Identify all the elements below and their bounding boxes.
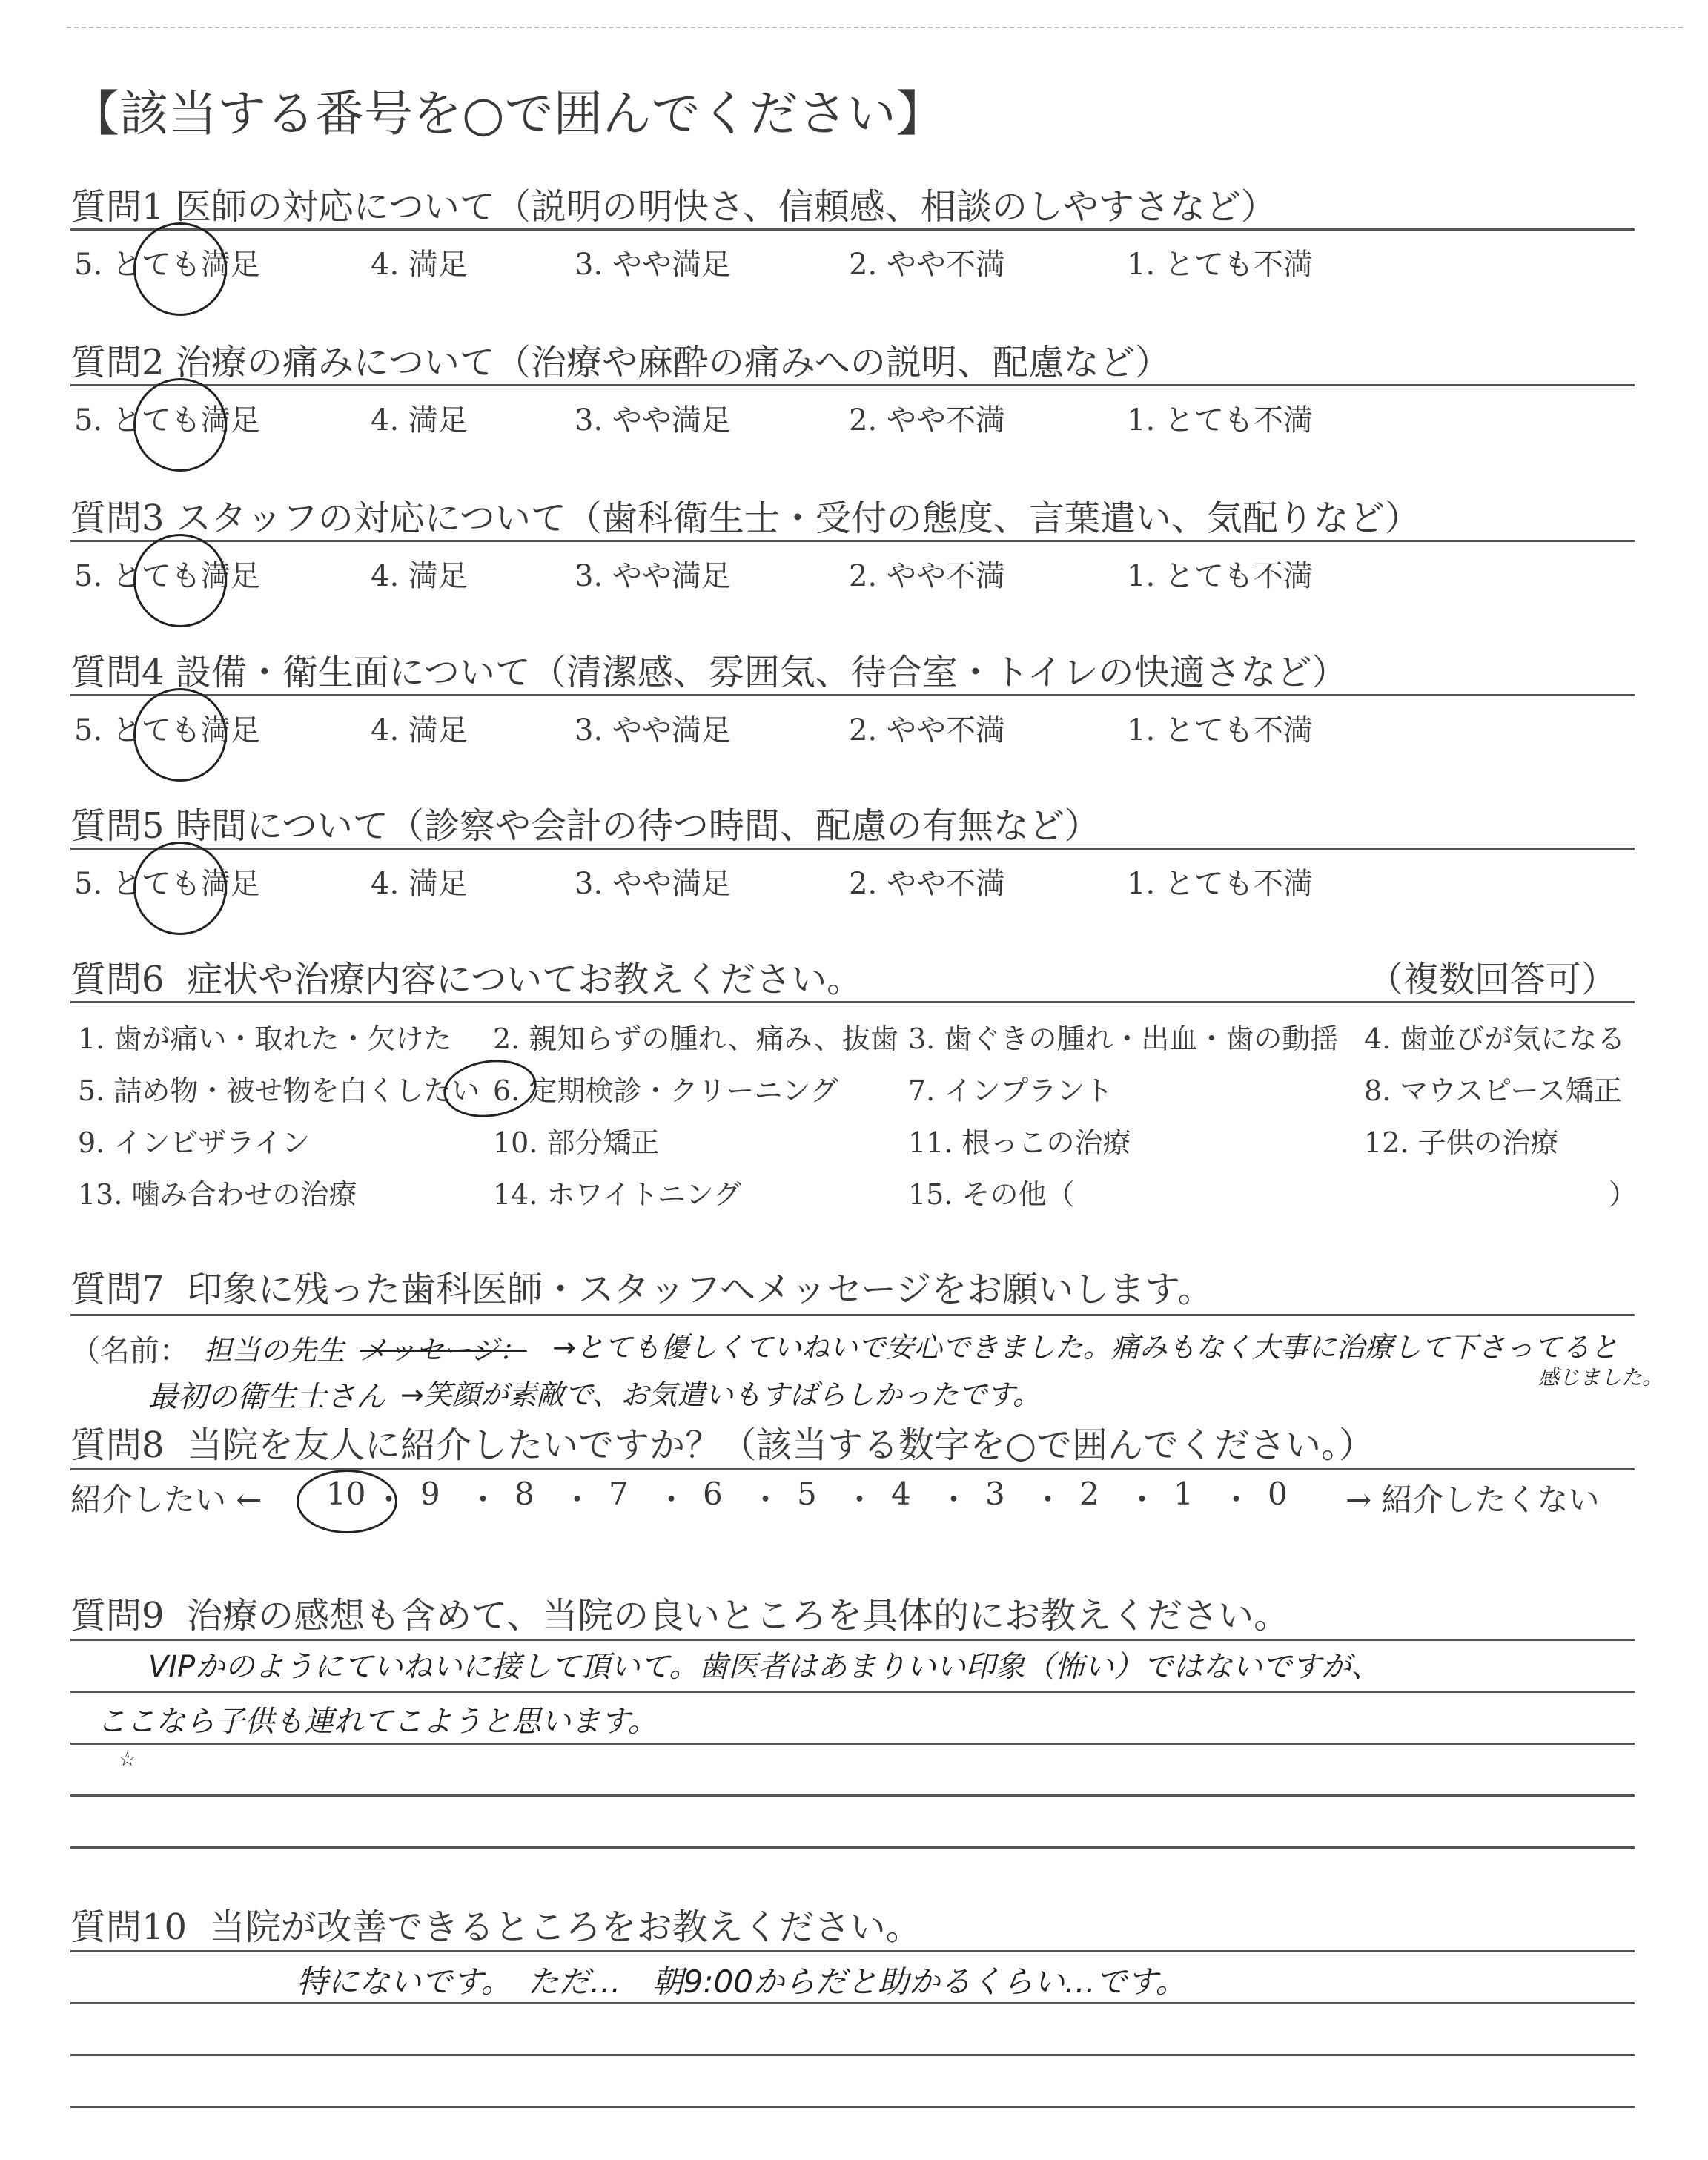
q8-scale-1[interactable]: 1 (1174, 1476, 1194, 1512)
q1-option-5[interactable]: 5. とても満足 (74, 248, 260, 282)
q2-text: 治療の痛みについて（治療や麻酔の痛みへの説明、配慮など） (175, 342, 1171, 383)
q1-rule (70, 228, 1635, 231)
q7-rule (70, 1314, 1635, 1316)
page-title: 【該当する番号を○で囲んでください】 (70, 85, 945, 142)
q6-other-close[interactable]: ） (1609, 1178, 1638, 1211)
q3-option-4[interactable]: 4. 満足 (371, 559, 468, 593)
q4-option-5[interactable]: 5. とても満足 (74, 713, 260, 747)
q7-label: 質問7 (70, 1269, 165, 1310)
q6-option-2[interactable]: 2. 親知らずの腫れ、痛み、抜歯 (493, 1023, 898, 1055)
q6-option-14[interactable]: 14. ホワイトニング (493, 1178, 742, 1211)
q10-label: 質問10 (70, 1906, 188, 1948)
q8-separator: ・ (1220, 1482, 1252, 1518)
q9-rule-5 (70, 1846, 1635, 1849)
q4-rule (70, 694, 1635, 696)
q3-option-5[interactable]: 5. とても満足 (74, 559, 260, 593)
q3-heading (70, 489, 1420, 541)
q9-rule-1 (70, 1639, 1635, 1641)
q9-hw-line3: ☆ (119, 1748, 136, 1771)
q8-scale-6[interactable]: 6 (703, 1476, 723, 1512)
q9-rule-4 (70, 1794, 1635, 1797)
q1-option-1[interactable]: 1. とても不満 (1127, 248, 1313, 282)
q1-label: 質問1 (70, 186, 165, 228)
q8-scale-5[interactable]: 5 (797, 1476, 817, 1512)
q7-hw-message1b: 感じました。 (1538, 1365, 1664, 1390)
q6-option-13[interactable]: 13. 噛み合わせの治療 (78, 1178, 357, 1211)
q5-text: 時間について（診察や会計の待つ時間、配慮の有無など） (175, 805, 1100, 847)
q2-label: 質問2 (70, 342, 165, 383)
q6-option-9[interactable]: 9. インビザライン (78, 1126, 311, 1159)
q7-hw-message1: →とても優しくていねいで安心できました。痛みもなく大事に治療して下さってると (552, 1331, 1618, 1364)
q7-hw-name2: 最初の衛生士さん (148, 1380, 385, 1414)
q4-option-2[interactable]: 2. やや不満 (849, 713, 1005, 747)
q9-text: 治療の感想も含めて、当院の良いところを具体的にお教えください。 (187, 1595, 1290, 1636)
q5-label: 質問5 (70, 805, 165, 847)
q6-option-15[interactable]: 15. その他（ (908, 1178, 1075, 1211)
q8-right-label: → 紹介したくない (1345, 1482, 1600, 1518)
q10-hw-line1: 特にないです。 ただ… 朝9:00からだと助かるくらい…です。 (297, 1964, 1187, 2000)
q5-option-3[interactable]: 3. やや満足 (575, 867, 731, 901)
q8-separator: ・ (938, 1482, 970, 1518)
q3-option-1[interactable]: 1. とても不満 (1127, 559, 1313, 593)
q9-label: 質問9 (70, 1595, 165, 1636)
q10-rule-2 (70, 2002, 1635, 2004)
q6-text: 症状や治療内容についてお教えください。 (187, 959, 863, 1000)
q6-rule (70, 1001, 1635, 1003)
q2-option-2[interactable]: 2. やや不満 (849, 403, 1005, 437)
q5-option-1[interactable]: 1. とても不満 (1127, 867, 1313, 901)
q8-left-label: 紹介したい ← (70, 1482, 262, 1518)
q1-heading (70, 178, 1277, 229)
q8-scale-9[interactable]: 9 (420, 1476, 440, 1512)
q7-hw-struck: メッセージ： (360, 1334, 527, 1367)
q4-heading (70, 644, 1347, 695)
q8-scale-8[interactable]: 8 (514, 1476, 534, 1512)
q8-text: 当院を友人に紹介したいですか？（該当する数字を○で囲んでください。） (187, 1424, 1374, 1466)
q6-option-1[interactable]: 1. 歯が痛い・取れた・欠けた (78, 1023, 452, 1055)
q8-answer-circle (297, 1470, 397, 1533)
scan-edge (67, 27, 1683, 28)
q3-text: スタッフの対応について（歯科衛生士・受付の態度、言葉遣い、気配りなど） (175, 498, 1420, 539)
q2-rule (70, 384, 1635, 386)
q6-note: （複数回答可） (1368, 959, 1618, 1000)
q2-option-1[interactable]: 1. とても不満 (1127, 403, 1313, 437)
q6-option-8[interactable]: 8. マウスピース矯正 (1364, 1074, 1622, 1107)
q7-hw-name1: 担当の先生 (204, 1334, 345, 1367)
q2-option-5[interactable]: 5. とても満足 (74, 403, 260, 437)
q5-option-4[interactable]: 4. 満足 (371, 867, 468, 901)
q1-option-4[interactable]: 4. 満足 (371, 248, 468, 282)
q6-option-3[interactable]: 3. 歯ぐきの腫れ・出血・歯の動揺 (908, 1023, 1339, 1055)
q8-scale-2[interactable]: 2 (1079, 1476, 1099, 1512)
q9-rule-3 (70, 1743, 1635, 1745)
q6-option-5[interactable]: 5. 詰め物・被せ物を白くしたい (78, 1074, 480, 1107)
q8-rule (70, 1468, 1635, 1470)
q10-rule-3 (70, 2054, 1635, 2056)
q7-name-prefix: （名前： (70, 1334, 189, 1368)
q6-option-10[interactable]: 10. 部分矯正 (493, 1126, 660, 1159)
q8-separator: ・ (1032, 1482, 1064, 1518)
q8-scale-4[interactable]: 4 (891, 1476, 911, 1512)
q2-option-4[interactable]: 4. 満足 (371, 403, 468, 437)
q10-rule-4 (70, 2106, 1635, 2108)
q6-heading (70, 951, 862, 1002)
q6-option-4[interactable]: 4. 歯並びが気になる (1364, 1023, 1626, 1055)
q8-scale-0[interactable]: 0 (1268, 1476, 1288, 1512)
q3-option-2[interactable]: 2. やや不満 (849, 559, 1005, 593)
q8-scale-3[interactable]: 3 (985, 1476, 1005, 1512)
q4-option-3[interactable]: 3. やや満足 (575, 713, 731, 747)
q8-separator: ・ (844, 1482, 875, 1518)
q10-heading (70, 1898, 921, 1949)
q7-heading (70, 1261, 1213, 1312)
q3-option-3[interactable]: 3. やや満足 (575, 559, 731, 593)
q4-option-4[interactable]: 4. 満足 (371, 713, 468, 747)
q9-hw-line1: VIPかのようにていねいに接して頂いて。歯医者はあまりいい印象（怖い）ではないですが、 (148, 1650, 1381, 1684)
q2-heading (70, 334, 1171, 385)
q8-scale-7[interactable]: 7 (609, 1476, 629, 1512)
q6-answer-circle (440, 1054, 540, 1123)
q5-option-2[interactable]: 2. やや不満 (849, 867, 1005, 901)
q1-text: 医師の対応について（説明の明快さ、信頼感、相談のしやすさなど） (175, 186, 1277, 228)
q4-label: 質問4 (70, 652, 165, 693)
q5-option-5[interactable]: 5. とても満足 (74, 867, 260, 901)
q6-option-12[interactable]: 12. 子供の治療 (1364, 1126, 1559, 1159)
q4-option-1[interactable]: 1. とても不満 (1127, 713, 1313, 747)
q8-separator: ・ (1126, 1482, 1158, 1518)
q1-option-2[interactable]: 2. やや不満 (849, 248, 1005, 282)
q8-separator: ・ (749, 1482, 781, 1518)
q9-heading (70, 1587, 1289, 1638)
q2-option-3[interactable]: 3. やや満足 (575, 403, 731, 437)
q8-label: 質問8 (70, 1424, 165, 1466)
q6-option-6[interactable]: 6. 定期検診・クリーニング (493, 1074, 838, 1107)
q1-option-3[interactable]: 3. やや満足 (575, 248, 731, 282)
q9-hw-line2: ここなら子供も連れてこようと思います。 (96, 1705, 658, 1739)
q10-text: 当院が改善できるところをお教えください。 (209, 1906, 921, 1948)
q8-separator: ・ (561, 1482, 593, 1518)
q8-separator: ・ (467, 1482, 499, 1518)
q9-rule-2 (70, 1691, 1635, 1693)
q7-text: 印象に残った歯科医師・スタッフへメッセージをお願いします。 (187, 1269, 1214, 1310)
q5-rule (70, 848, 1635, 850)
q8-scale-10[interactable]: 10 (326, 1476, 366, 1512)
q10-rule-1 (70, 1950, 1635, 1952)
q6-option-11[interactable]: 11. 根っこの治療 (908, 1126, 1131, 1159)
q3-rule (70, 540, 1635, 542)
q8-separator: ・ (373, 1482, 405, 1518)
q6-label: 質問6 (70, 959, 165, 1000)
q4-text: 設備・衛生面について（清潔感、雰囲気、待合室・トイレの快適さなど） (175, 652, 1348, 693)
q3-label: 質問3 (70, 498, 165, 539)
q8-separator: ・ (655, 1482, 687, 1518)
q8-heading (70, 1416, 1374, 1467)
q6-option-7[interactable]: 7. インプラント (908, 1074, 1113, 1107)
q5-heading (70, 797, 1100, 848)
q7-hw-message2: →笑顔が素敵で、お気遣いもすばらしかったです。 (400, 1378, 1042, 1411)
